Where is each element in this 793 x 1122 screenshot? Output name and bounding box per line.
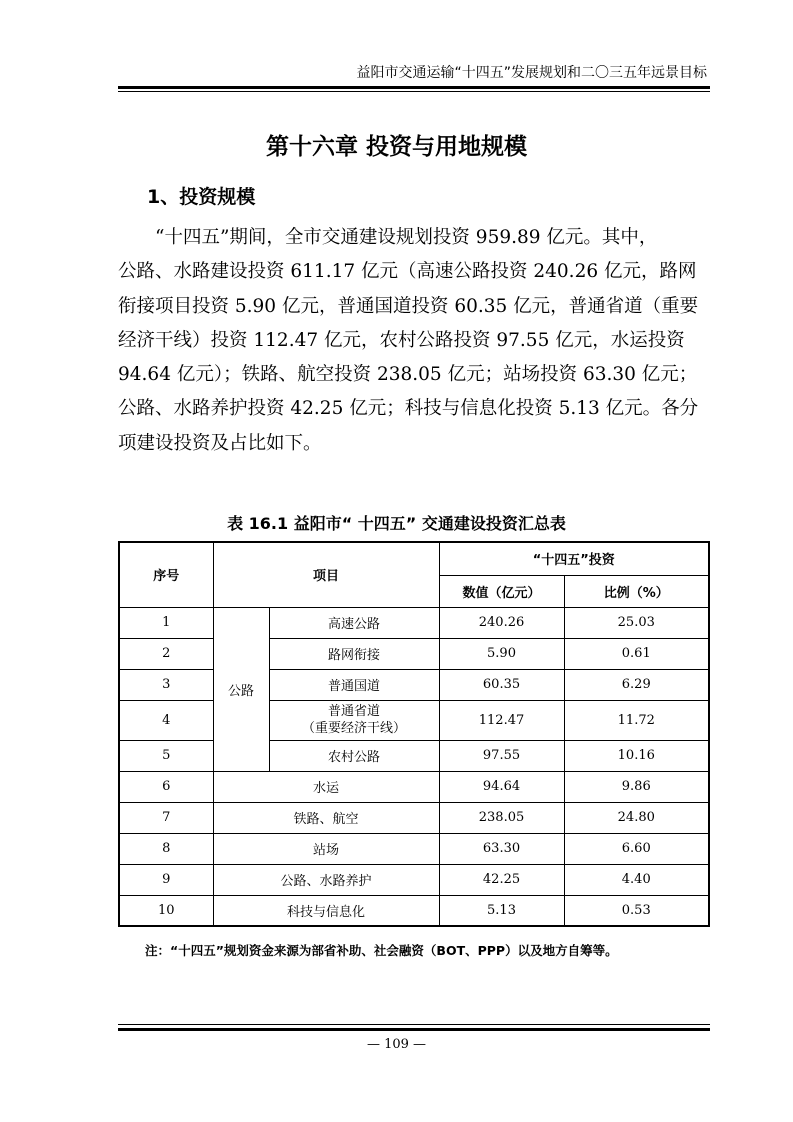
cell-ratio: 24.80 (564, 802, 709, 833)
header-item: 项目 (213, 542, 439, 607)
cell-value: 63.30 (439, 833, 564, 864)
cell-ratio: 0.53 (564, 895, 709, 926)
table-row (119, 895, 709, 926)
cell-seq: 2 (119, 638, 213, 669)
cell-value: 238.05 (439, 802, 564, 833)
cell-value: 112.47 (439, 700, 564, 740)
chapter-title: 第十六章 投资与用地规模 (265, 134, 527, 160)
paragraph-line: “十四五”期间，全市交通建设规划投资 959.89 亿元。其中， (118, 227, 658, 248)
header-rule-thin (118, 91, 710, 92)
cell-value: 42.25 (439, 864, 564, 895)
cell-value: 240.26 (439, 607, 564, 638)
paragraph-line: 经济干线）投资 112.47 亿元，农村公路投资 97.55 亿元，水运投资 (118, 329, 685, 351)
cell-ratio: 10.16 (564, 740, 709, 771)
cell-ratio: 0.61 (564, 638, 709, 669)
table-row (119, 740, 709, 771)
cell-seq: 4 (119, 700, 213, 740)
running-header: 益阳市交通运输“十四五”发展规划和二〇三五年远景目标 (356, 65, 707, 81)
table-caption: 表 16.1 益阳市“ 十四五” 交通建设投资汇总表 (227, 514, 566, 533)
cell-value: 5.13 (439, 895, 564, 926)
cell-ratio: 4.40 (564, 864, 709, 895)
cell-seq: 3 (119, 669, 213, 700)
cell-ratio: 6.60 (564, 833, 709, 864)
cell-item: 水运 (213, 771, 439, 802)
cell-item-main: 普通省道 (328, 704, 381, 719)
table-row (119, 802, 709, 833)
cell-ratio: 11.72 (564, 700, 709, 740)
table-row (119, 700, 709, 740)
cell-seq: 8 (119, 833, 213, 864)
cell-item: 公路、水路养护 (213, 864, 439, 895)
header-ratio: 比例（%） (564, 575, 709, 607)
cell-value: 5.90 (439, 638, 564, 669)
cell-seq: 7 (119, 802, 213, 833)
cell-item: 高速公路 (269, 607, 439, 638)
paragraph-line: 衔接项目投资 5.90 亿元，普通国道投资 60.35 亿元，普通省道（重要 (118, 295, 699, 317)
header-seq: 序号 (119, 542, 213, 607)
cell-item (269, 700, 439, 740)
cell-item: 农村公路 (269, 740, 439, 771)
section-title: 1、投资规模 (147, 186, 256, 208)
cell-seq: 1 (119, 607, 213, 638)
cell-ratio: 6.29 (564, 669, 709, 700)
table-row (119, 864, 709, 895)
paragraph-line: 公路、水路建设投资 611.17 亿元（高速公路投资 240.26 亿元，路网 (118, 261, 697, 283)
cell-value: 94.64 (439, 771, 564, 802)
cell-item: 路网衔接 (269, 638, 439, 669)
road-group-label: 公路 (213, 607, 269, 771)
page-number: — 109 — (366, 1037, 427, 1052)
cell-item: 普通国道 (269, 669, 439, 700)
table-header-row (119, 542, 709, 575)
paragraph-line: 公路、水路养护投资 42.25 亿元；科技与信息化投资 5.13 亿元。各分 (118, 398, 699, 420)
cell-item: 站场 (213, 833, 439, 864)
cell-value: 60.35 (439, 669, 564, 700)
cell-item-sub: （重要经济干线） (302, 721, 407, 736)
cell-value: 97.55 (439, 740, 564, 771)
investment-summary-table (118, 541, 710, 927)
header-invest-group: “十四五”投资 (439, 542, 709, 575)
table-row (119, 638, 709, 669)
table-row (119, 833, 709, 864)
body-paragraph (118, 221, 700, 461)
cell-item: 科技与信息化 (213, 895, 439, 926)
cell-ratio: 25.03 (564, 607, 709, 638)
table-row (119, 771, 709, 802)
table-row (119, 607, 709, 638)
cell-seq: 10 (119, 895, 213, 926)
footer-rule-thin (118, 1024, 710, 1025)
cell-seq: 6 (119, 771, 213, 802)
header-value: 数值（亿元） (439, 575, 564, 607)
cell-seq: 9 (119, 864, 213, 895)
cell-seq: 5 (119, 740, 213, 771)
table-note: 注：“十四五”规划资金来源为部省补助、社会融资（BOT、PPP）以及地方自筹等。 (145, 943, 618, 958)
paragraph-line: 项建设投资及占比如下。 (118, 432, 322, 454)
cell-ratio: 9.86 (564, 771, 709, 802)
header-rule-thick (118, 86, 710, 89)
table-row (119, 669, 709, 700)
cell-item: 铁路、航空 (213, 802, 439, 833)
footer-rule-thick (118, 1028, 710, 1031)
paragraph-line: 94.64 亿元）；铁路、航空投资 238.05 亿元；站场投资 63.30 亿元； (118, 364, 698, 386)
